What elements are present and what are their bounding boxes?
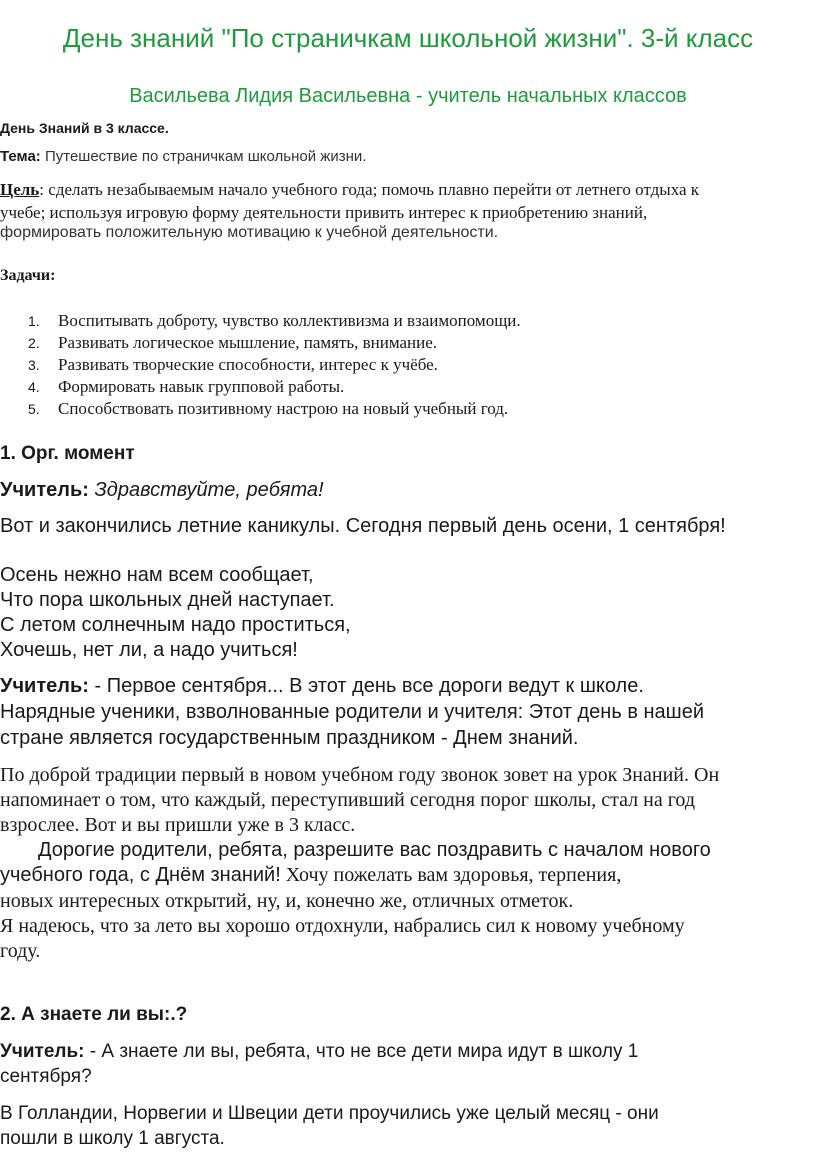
holland-line: пошли в школу 1 августа. bbox=[0, 1128, 225, 1149]
teacher-greeting-line bbox=[0, 479, 324, 502]
question-line-2: сентября? bbox=[0, 1066, 92, 1087]
page-title: День знаний "По страничкам школьной жизни". 3-й класс bbox=[62, 23, 754, 53]
greeting-line-3: новых интересных открытий, ну, и, конечно же, отличных отметок. bbox=[0, 890, 574, 912]
tasks-heading: Задачи: bbox=[0, 267, 56, 284]
task-number: 4. bbox=[28, 379, 40, 395]
tradition-line: напоминает о том, что каждый, переступивший сегодня порог школы, стал на год bbox=[0, 789, 696, 811]
greeting-line-1: Дорогие родители, ребята, разрешите вас поздравить с началом нового bbox=[38, 839, 711, 861]
task-text: Развивать логическое мышление, память, внимание. bbox=[58, 333, 438, 352]
question-line-1 bbox=[0, 1041, 638, 1063]
teacher-greeting: Здравствуйте, ребята! bbox=[88, 479, 324, 501]
section2-heading: 2. А знаете ли вы:.? bbox=[0, 1004, 188, 1025]
goal-line-1 bbox=[0, 180, 699, 200]
task-item bbox=[28, 333, 437, 353]
task-item bbox=[28, 399, 508, 419]
summer-line: Вот и закончились летние каникулы. Сегодня первый день осени, 1 сентября! bbox=[0, 515, 726, 537]
task-text: Формировать навык групповой работы. bbox=[58, 377, 345, 396]
task-number: 1. bbox=[28, 313, 40, 329]
teacher-speech-line-2: Нарядные ученики, взволнованные родители и учителя: Этот день в нашей bbox=[0, 701, 705, 723]
teacher-label: Учитель: bbox=[0, 1041, 85, 1062]
goal-line-2: учебе; используя игровую форму деятельности привить интерес к приобретению знаний, bbox=[0, 203, 648, 222]
question-text: - А знаете ли вы, ребята, что не все дети мира идут в школу 1 bbox=[84, 1041, 639, 1062]
teacher-label: Учитель: bbox=[0, 675, 89, 697]
teacher-label: Учитель: bbox=[0, 479, 89, 501]
teacher-speech-line-1 bbox=[0, 675, 644, 698]
tradition-line: По доброй традиции первый в новом учебном году звонок зовет на урок Знаний. Он bbox=[0, 764, 720, 786]
hope-line: Я надеюсь, что за лето вы хорошо отдохнули, набрались сил к новому учебному bbox=[0, 915, 685, 937]
poem-line: Что пора школьных дней наступает. bbox=[0, 589, 335, 611]
poem-line: С летом солнечным надо проститься, bbox=[0, 614, 351, 636]
task-number: 2. bbox=[28, 335, 40, 351]
poem-line: Осень нежно нам всем сообщает, bbox=[0, 564, 314, 586]
task-item bbox=[28, 377, 344, 397]
teacher-speech-line-3: стране является государственным праздником - Днем знаний. bbox=[0, 727, 579, 749]
task-number: 5. bbox=[28, 401, 40, 417]
goal-text-1: : сделать незабываемым начало учебного года; помочь плавно перейти от летнего отдыха к bbox=[39, 180, 700, 199]
task-number: 3. bbox=[28, 357, 40, 373]
hope-line: году. bbox=[0, 940, 41, 962]
holland-line: В Голландии, Норвегии и Швеции дети проучились уже целый месяц - они bbox=[0, 1103, 659, 1124]
task-text: Воспитывать доброту, чувство коллективизма и взаимопомощи. bbox=[58, 311, 521, 330]
task-item bbox=[28, 311, 521, 331]
day-line: День Знаний в 3 классе. bbox=[0, 120, 169, 136]
section1-heading: 1. Орг. момент bbox=[0, 443, 135, 464]
task-item bbox=[28, 355, 438, 375]
goal-line-3: формировать положительную мотивацию к учебной деятельности. bbox=[0, 224, 499, 241]
goal-label: Цель bbox=[0, 180, 40, 199]
task-text: Способствовать позитивному настрою на новый учебный год. bbox=[58, 399, 509, 418]
greeting-line-2 bbox=[0, 864, 621, 887]
greeting-text-sans: учебного года, с Днём знаний! bbox=[0, 864, 281, 886]
theme-line bbox=[0, 148, 366, 165]
theme-text: Путешествие по страничкам школьной жизни. bbox=[40, 148, 367, 165]
tradition-line: взрослее. Вот и вы пришли уже в 3 класс. bbox=[0, 814, 356, 836]
greeting-text-serif: Хочу пожелать вам здоровья, терпения, bbox=[280, 864, 622, 886]
poem-line: Хочешь, нет ли, а надо учиться! bbox=[0, 639, 298, 661]
theme-label: Тема: bbox=[0, 148, 41, 165]
teacher-speech-text: - Первое сентября... В этот день все дороги ведут к школе. bbox=[88, 675, 644, 697]
task-text: Развивать творческие способности, интерес к учёбе. bbox=[58, 355, 438, 374]
author-line: Васильева Лидия Васильевна - учитель начальных классов bbox=[129, 85, 687, 107]
